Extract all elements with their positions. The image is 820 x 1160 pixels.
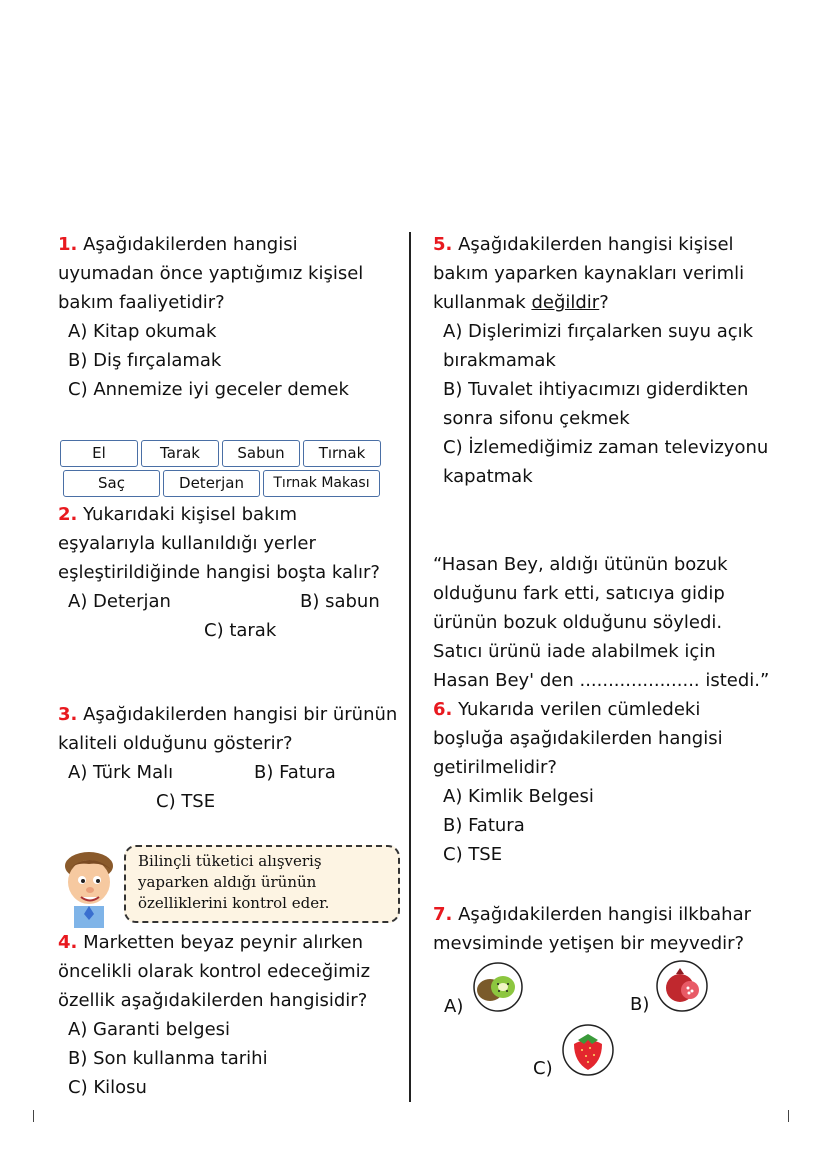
question-number: 6. — [433, 699, 453, 720]
question-6 — [433, 695, 773, 782]
option-a[interactable]: A) Dişlerimizi fırçalarken suyu açık bırakmamak — [443, 321, 754, 371]
option-a[interactable]: A) Türk Malı — [68, 762, 174, 783]
options-row — [58, 758, 398, 787]
word-box: Sabun — [222, 440, 300, 467]
question-4 — [58, 928, 398, 1015]
question-number: 4. — [58, 932, 78, 953]
option-c[interactable]: C) Kilosu — [68, 1077, 147, 1098]
kiwi-icon[interactable] — [470, 962, 526, 1012]
boy-illustration-icon — [56, 848, 128, 928]
options-row — [58, 787, 398, 816]
question-text: Aşağıdakilerden hangisi kişisel bakım yaparken kaynakları verimli kullanmak — [433, 234, 745, 313]
option-a[interactable]: A) — [444, 996, 464, 1017]
question-3 — [58, 700, 398, 758]
options-row — [58, 587, 398, 616]
word-box: Saç — [63, 470, 160, 497]
option-b[interactable]: B) sabun — [300, 591, 380, 612]
bubble-line: yaparken aldığı ürünün — [138, 873, 317, 891]
question-2-block — [58, 500, 398, 645]
question-number: 3. — [58, 704, 78, 725]
column-divider — [409, 232, 411, 1102]
question-5 — [433, 230, 773, 317]
option-a[interactable]: A) Kimlik Belgesi — [443, 786, 594, 807]
question-7 — [433, 900, 773, 958]
word-bank — [60, 440, 382, 500]
question-number: 2. — [58, 504, 78, 525]
options-row — [58, 616, 398, 645]
question-number: 7. — [433, 904, 453, 925]
question-6-block — [433, 550, 773, 869]
option-c[interactable]: C) TSE — [443, 844, 503, 865]
option-c[interactable]: C) TSE — [156, 791, 216, 812]
question-text: Aşağıdakilerden hangisi ilkbahar mevsiminde yetişen bir meyvedir? — [433, 904, 752, 954]
speech-bubble — [124, 845, 400, 923]
question-5-block — [433, 230, 773, 491]
option-c[interactable]: C) — [533, 1058, 553, 1079]
question-number: 5. — [433, 234, 453, 255]
bubble-line: özelliklerini kontrol eder. — [138, 894, 330, 912]
word-box: Tırnak — [303, 440, 381, 467]
strawberry-icon[interactable] — [560, 1024, 616, 1076]
word-box: El — [60, 440, 138, 467]
question-1 — [58, 230, 398, 317]
option-a[interactable]: A) Kitap okumak — [68, 321, 217, 342]
question-2 — [58, 500, 398, 587]
question-text: Marketten beyaz peynir alırken öncelikli olarak kontrol edeceğimiz özellik aşağıdakilerden hangisidir? — [58, 932, 371, 1011]
question-text: Yukarıdaki kişisel bakım eşyalarıyla kullanıldığı yerler eşleştirildiğinde hangisi boşta kalır? — [58, 504, 380, 583]
pomegranate-icon[interactable] — [654, 960, 710, 1012]
option-c[interactable]: C) Annemize iyi geceler demek — [68, 379, 349, 400]
corner-mark — [788, 1110, 789, 1122]
question-7-block — [433, 900, 773, 958]
option-b[interactable]: B) Diş fırçalamak — [68, 350, 222, 371]
left-column — [58, 230, 398, 404]
question-3-block — [58, 700, 398, 816]
option-a[interactable]: A) Garanti belgesi — [68, 1019, 231, 1040]
option-c[interactable]: C) tarak — [204, 620, 277, 641]
question-text: Aşağıdakilerden hangisi uyumadan önce yaptığımız kişisel bakım faaliyetidir? — [58, 234, 364, 313]
corner-mark — [33, 1110, 34, 1122]
underlined-word: değildir — [531, 292, 600, 313]
option-b[interactable]: B) Tuvalet ihtiyacımızı giderdikten sonra sifonu çekmek — [443, 379, 749, 429]
bubble-line: Bilinçli tüketici alışveriş — [138, 852, 322, 870]
option-b[interactable]: B) Fatura — [443, 815, 525, 836]
word-box: Deterjan — [163, 470, 260, 497]
option-a[interactable]: A) Deterjan — [68, 591, 171, 612]
option-b[interactable]: B) — [630, 994, 650, 1015]
word-box: Tarak — [141, 440, 219, 467]
question-mark: ? — [599, 292, 609, 313]
option-b[interactable]: B) Fatura — [254, 762, 336, 783]
option-c[interactable]: C) İzlemediğimiz zaman televizyonu kapatmak — [443, 437, 769, 487]
option-b[interactable]: B) Son kullanma tarihi — [68, 1048, 268, 1069]
passage-text: “Hasan Bey, aldığı ütünün bozuk olduğunu fark etti, satıcıya gidip ürünün bozuk olduğunu söyledi. Satıcı ürünü iade alabilmek için Hasan Bey' den ..................... istedi.” — [433, 554, 770, 691]
question-4-block — [58, 928, 398, 1102]
question-text: Yukarıda verilen cümledeki boşluğa aşağıdakilerden hangisi getirilmelidir? — [433, 699, 723, 778]
question-text: Aşağıdakilerden hangisi bir ürünün kaliteli olduğunu gösterir? — [58, 704, 398, 754]
question-number: 1. — [58, 234, 78, 255]
word-box: Tırnak Makası — [263, 470, 380, 497]
